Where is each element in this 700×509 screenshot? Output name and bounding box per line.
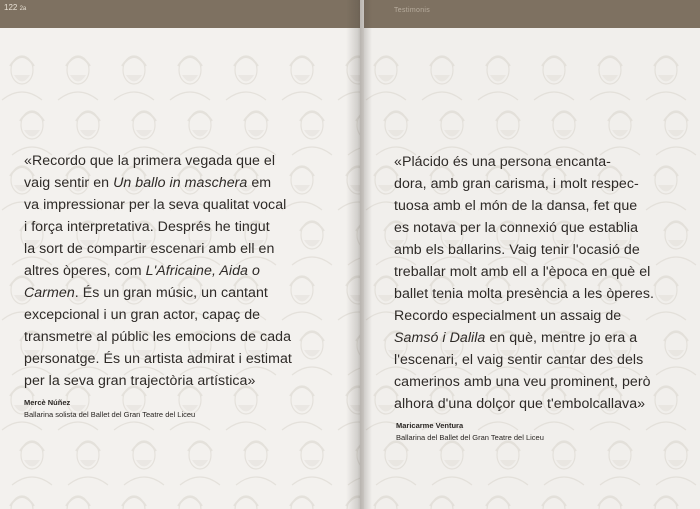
quote-text: dora, amb gran carisma, i molt respec- [394, 176, 639, 192]
italic-title: Carmen [24, 285, 75, 301]
quote-text: per la seva gran trajectòria artística» [24, 373, 256, 389]
quote-line [394, 305, 694, 327]
quote-line [394, 151, 694, 173]
left-quote [24, 150, 334, 392]
running-head: Testimonis [394, 7, 431, 14]
header-band [364, 0, 700, 28]
quote-line [394, 327, 694, 349]
quote-line [24, 194, 334, 216]
italic-title: Un ballo in maschera [113, 175, 248, 191]
quote-line [24, 304, 334, 326]
quote-line [24, 260, 334, 282]
quote-text: treballar molt amb ell a l'època en què el [394, 264, 651, 280]
quote-text: «Recordo que la primera vegada que el [24, 153, 276, 169]
quote-line [394, 261, 694, 283]
quote-text: amb els ballarins. Vaig tenir l'ocasió de [394, 242, 640, 258]
attribution-name: Mercè Núñez [24, 398, 71, 407]
italic-title: Samsó i Dalila [394, 330, 486, 346]
quote-line [24, 238, 334, 260]
quote-text: ballet tenia molta presència a les òperes. [394, 286, 654, 302]
italic-title: L'Africaine, Aida o [145, 263, 260, 279]
header-band [0, 0, 360, 28]
quote-line [394, 349, 694, 371]
quote-text: va impressionar per la seva qualitat vocal [24, 197, 287, 213]
quote-line [394, 217, 694, 239]
quote-text: Recordo especialment un assaig de [394, 308, 622, 324]
quote-text: tuosa amb el món de la dansa, fet que [394, 198, 638, 214]
right-quote [394, 151, 694, 415]
quote-line [24, 326, 334, 348]
quote-line [394, 393, 694, 415]
page-gutter [346, 0, 372, 509]
page-number: 122 2a [4, 3, 27, 12]
quote-line [24, 172, 334, 194]
quote-line [394, 173, 694, 195]
quote-line [24, 150, 334, 172]
quote-text: . És un gran músic, un cantant [74, 285, 268, 301]
quote-line [394, 371, 694, 393]
quote-line [24, 282, 334, 304]
right-page [364, 0, 700, 509]
quote-text: «Plácido és una persona encanta- [394, 154, 611, 170]
attribution-name: Maricarme Ventura [396, 421, 464, 430]
quote-text: es notava per la connexió que establia [394, 220, 639, 236]
quote-text: vaig sentir en [24, 175, 114, 191]
quote-text: excepcional i un gran actor, capaç de [24, 307, 261, 323]
quote-line [394, 239, 694, 261]
quote-text: transmetre al públic les emocions de cada [24, 329, 292, 345]
quote-line [394, 283, 694, 305]
quote-line [394, 195, 694, 217]
quote-text: camerinos amb una veu prominent, però [394, 374, 651, 390]
quote-text: alhora d'una dolçor que t'embolcallava» [394, 396, 646, 412]
quote-text: altres òperes, com [24, 263, 146, 279]
attribution-role: Ballarina del Ballet del Gran Teatre del Liceu [396, 433, 544, 442]
quote-text: en què, mentre jo era a [485, 330, 638, 346]
quote-text: la sort de compartir escenari amb ell en [24, 241, 275, 257]
quote-line [24, 216, 334, 238]
quote-text: em [247, 175, 272, 191]
attribution-role: Ballarina solista del Ballet del Gran Teatre del Liceu [24, 410, 196, 419]
quote-line [24, 348, 334, 370]
quote-text: personatge. És un artista admirat i estimat [24, 351, 292, 367]
quote-text: i força interpretativa. Després he tingut [24, 219, 270, 235]
quote-text: l'escenari, el vaig sentir cantar des dels [394, 352, 644, 368]
quote-line [24, 370, 334, 392]
